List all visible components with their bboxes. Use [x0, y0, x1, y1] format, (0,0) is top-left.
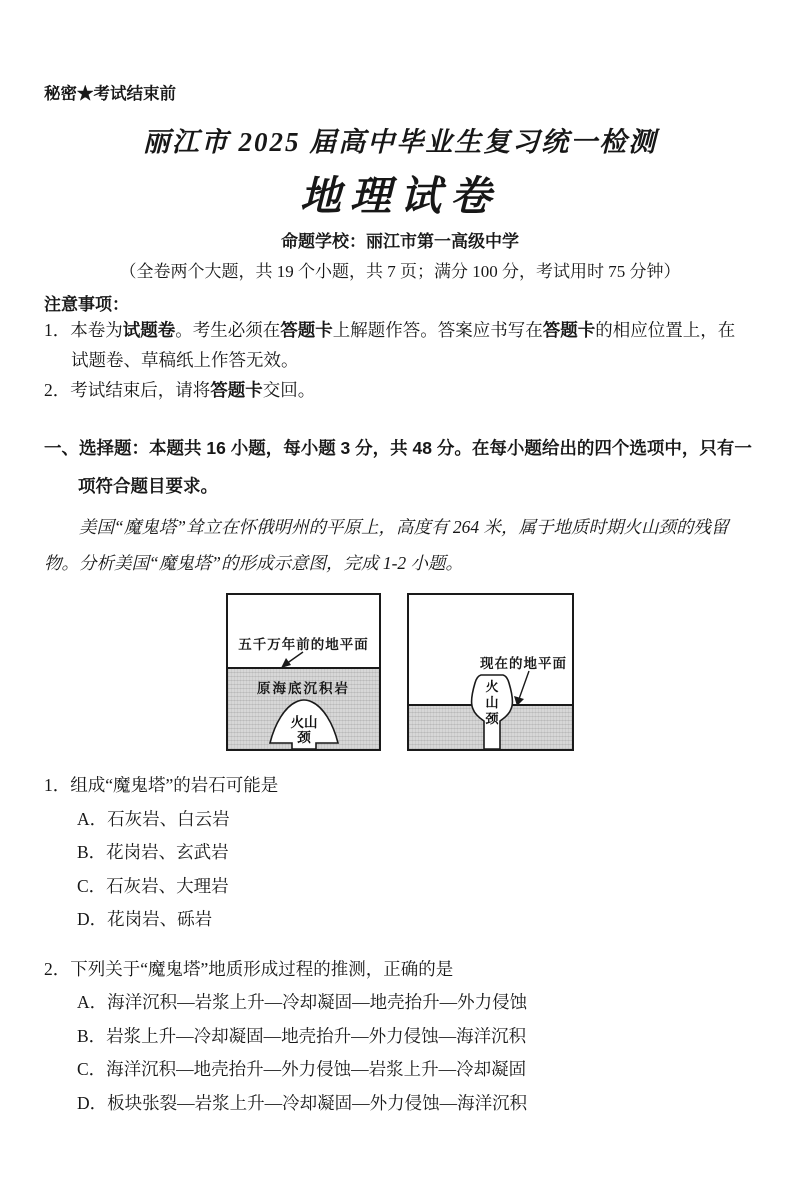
question-1-option-b: B．花岗岩、玄武岩 [77, 842, 229, 862]
notice-text: 2．考试结束后，请将 [44, 380, 211, 400]
notice-text: 上解题作答。答案应书写在 [332, 320, 543, 340]
question-1-option-c: C．石灰岩、大理岩 [77, 875, 229, 896]
notice-item-2 [44, 375, 758, 405]
diagram-panel-past [226, 593, 381, 751]
intro-passage-line-2: 物。分析美国“魔鬼塔”的形成示意图，完成 1-2 小题。 [44, 553, 464, 573]
volcanic-neck-buried-icon [265, 697, 343, 749]
subject-title: 地理试卷 [300, 173, 500, 219]
neck-label-char-2: 山 [484, 695, 499, 710]
notice-text-bold: 答题卡 [210, 380, 263, 400]
question-2-option-d: D．板块张裂—岩浆上升—冷却凝固—外力侵蚀—海洋沉积 [77, 1092, 528, 1113]
section-1-heading-line-2: 项符合题目要求。 [78, 476, 218, 496]
notice-item-1-line-1 [44, 315, 758, 345]
exam-title: 丽江市 2025 届高中毕业生复习统一检测 [142, 127, 658, 157]
notice-heading: 注意事项： [44, 295, 129, 314]
question-2-option-b: B．岩浆上升—冷却凝固—地壳抬升—外力侵蚀—海洋沉积 [77, 1025, 527, 1046]
notice-text: 的相应位置上，在 [595, 320, 736, 340]
intro-passage [44, 509, 758, 581]
notice-text: 。考生必须在 [175, 320, 281, 340]
neck-label-line-1: 火山 [290, 715, 317, 730]
notice-text: 交回。 [262, 380, 316, 400]
question-1-option-a: A．石灰岩、白云岩 [77, 808, 230, 829]
intro-passage-line-1: 美国“魔鬼塔”耸立在怀俄明州的平原上，高度有 264 米，属于地质时期火山颈的残留 [79, 517, 729, 537]
neck-label-char-1: 火 [484, 679, 499, 694]
sediment-rock-label: 原海底沉积岩 [257, 681, 350, 696]
classification-label: 秘密★考试结束前 [44, 85, 176, 103]
formation-diagram [0, 593, 800, 753]
notice-text-bold: 试题卷 [122, 320, 176, 340]
question-1-stem: 1．组成“魔鬼塔”的岩石可能是 [44, 775, 279, 795]
question-2-option-c: C．海洋沉积—地壳抬升—外力侵蚀—岩浆上升—冷却凝固 [77, 1059, 527, 1079]
question-1-option-d: D．花岗岩、砾岩 [77, 909, 213, 929]
neck-label-char-3: 颈 [484, 711, 499, 726]
notice-text-bold: 答题卡 [542, 320, 596, 340]
exam-meta-line: （全卷两个大题，共 19 个小题，共 7 页；满分 100 分，考试用时 75 分钟） [119, 262, 681, 281]
volcanic-neck-exposed-icon [459, 673, 523, 749]
question-2-option-a: A．海洋沉积—岩浆上升—冷却凝固—地壳抬升—外力侵蚀 [77, 992, 528, 1012]
notice-item-1-line-2: 试题卷、草稿纸上作答无效。 [71, 350, 299, 370]
section-1-heading-line-1: 一、选择题：本题共 16 小题，每小题 3 分，共 48 分。在每小题给出的四个选项中，只有一 [44, 438, 752, 458]
question-1 [44, 769, 758, 937]
section-1-heading [44, 429, 758, 505]
question-2 [44, 953, 758, 1121]
neck-label-line-2: 颈 [296, 730, 311, 745]
school-line: 命题学校：丽江市第一高级中学 [281, 232, 519, 251]
diagram-panel-present [407, 593, 574, 751]
arrow-down-left-icon [274, 651, 306, 671]
notice-text: 1．本卷为 [44, 320, 123, 340]
past-surface-label: 五千万年前的地平面 [238, 637, 369, 652]
notice-text-bold: 答题卡 [280, 320, 333, 340]
notice-item-1 [44, 315, 758, 375]
present-surface-label: 现在的地平面 [480, 656, 567, 671]
question-2-stem: 2．下列关于“魔鬼塔”地质形成过程的推测，正确的是 [44, 958, 454, 979]
